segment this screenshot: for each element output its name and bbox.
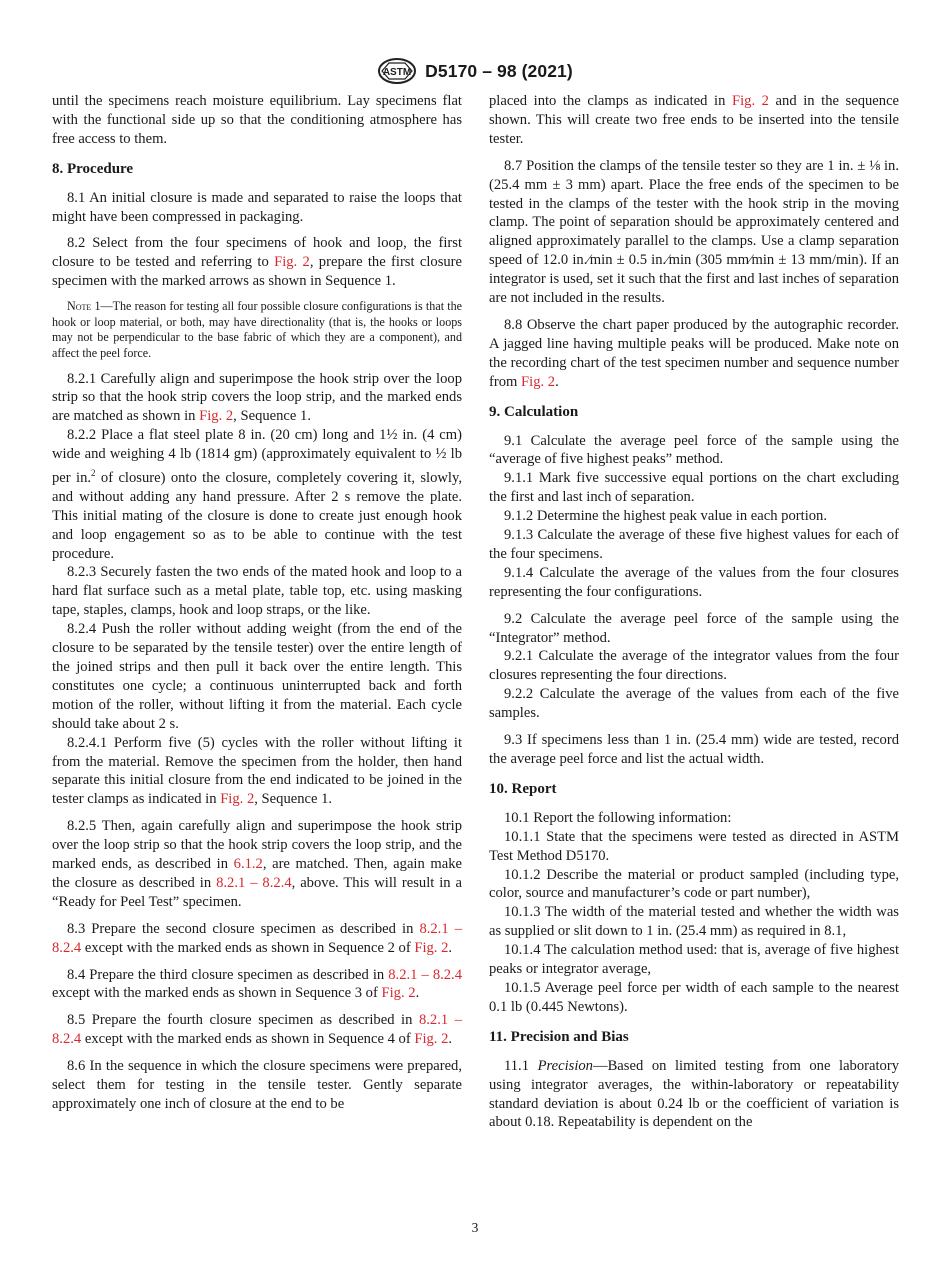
paragraph-8-7: 8.7 Position the clamps of the tensile tester so they are 1 in. ± ⅛ in. (25.4 mm ± 3 mm) apart. Place the free ends of the specimen to be tested in the clamps of the tester with the hook strip in the moving clamp. The point of separation should be approximately centered and aligned approximately parallel to the clamps. Use a clamp separation speed of 12.0 in.⁄min ± 0.5 in.⁄min (305 mm⁄min ± 13 mm/min). If an integrator is used, set it such that the first and last inches of separation are not included in the results.: [489, 157, 899, 307]
paragraph-9-1-3: 9.1.3 Calculate the average of these five highest values for each of the four specimens.: [489, 527, 899, 562]
paragraph-8-3: 8.3 Prepare the second closure specimen as described in 8.2.1 – 8.2.4 except with the marked ends as shown in Sequence 2 of Fig. 2.: [52, 920, 462, 956]
paragraph-8-8: 8.8 Observe the chart paper produced by the autographic recorder. A jagged line having multiple peaks will be produced. Make note on the recording chart of the test specimen number and sequence number from Fig. 2.: [489, 316, 899, 390]
section-8-2-1-link[interactable]: 8.2.1 – 8.2.4: [52, 1012, 462, 1048]
paragraph-10-1-3: 10.1.3 The width of the material tested and whether the width was as supplied or slit down to 1 in. (25.4 mm) as required in 8.1,: [489, 904, 899, 940]
section-heading-precision-and-bias: 11. Precision and Bias: [489, 1028, 629, 1045]
paragraph-11-1: 11.1 Precision—Based on limited testing from one laboratory using integrator averages, the within-laboratory or repeatability standard deviation is about 0.24 lb or the coefficient of variation is about 0.18. Repeatability is dependent on the: [489, 1057, 899, 1131]
document-id: D5170 – 98 (2021): [425, 60, 573, 81]
fig-2-link[interactable]: Fig. 2: [381, 985, 416, 1002]
section-8-2-1-link[interactable]: 8.2.1 – 8.2.4: [52, 920, 462, 956]
paragraph-9-2: 9.2 Calculate the average peel force of the sample using the “Integrator” method.: [489, 610, 899, 646]
paragraph-10-1-2: 10.1.2 Describe the material or product sampled (including type, color, source and manufacturer’s code or part number),: [489, 866, 899, 902]
note-1: Note 1—The reason for testing all four possible closure configurations is that the hook or loop material, or both, may have directionality (that is, the hooks or loops may not be perpendicular to the base fabric of which they are a component), and affect the peel force.: [52, 299, 463, 360]
note-label: Note 1: [67, 299, 101, 314]
paragraph-continued: until the specimens reach moisture equilibrium. Lay specimens flat with the functional side up so that the conditioning atmosphere has free access to them.: [52, 93, 462, 147]
paragraph-9-1: 9.1 Calculate the average peel force of the sample using the “average of five highest peaks” method.: [489, 432, 899, 468]
paragraph-9-1-2: 9.1.2 Determine the highest peak value in each portion.: [504, 508, 827, 525]
paragraph-8-5: 8.5 Prepare the fourth closure specimen as described in 8.2.1 – 8.2.4 except with the marked ends as shown in Sequence 4 of Fig. 2.: [52, 1012, 462, 1048]
paragraph-8-2-4-1: 8.2.4.1 Perform five (5) cycles with the roller without lifting it from the material. Remove the specimen from the holder, then hand separate this initial closure from the end indicated to be joined in the tester clamps as indicated in Fig. 2, Sequence 1.: [52, 734, 462, 808]
paragraph-9-3: 9.3 If specimens less than 1 in. (25.4 mm) wide are tested, record the average peel force and list the actual width.: [489, 732, 899, 767]
section-heading-procedure: 8. Procedure: [52, 160, 134, 177]
paragraph-8-6: 8.6 In the sequence in which the closure specimens were prepared, select them for testing in the tensile tester. Gently separate approximately one inch of closure at the end to be: [52, 1058, 462, 1113]
paragraph-10-1-5: 10.1.5 Average peel force per width of each sample to the nearest 0.1 lb (0.445 Newtons).: [489, 979, 899, 1015]
fig-2-link[interactable]: Fig. 2: [274, 254, 310, 271]
page-header: [0, 56, 950, 86]
paragraph-8-4: 8.4 Prepare the third closure specimen as described in 8.2.1 – 8.2.4 except with the marked ends as shown in Sequence 3 of Fig. 2.: [52, 966, 463, 1002]
paragraph-10-1-1: 10.1.1 State that the specimens were tested as directed in ASTM Test Method D5170.: [489, 828, 899, 864]
fig-2-link[interactable]: Fig. 2: [199, 408, 234, 425]
right-column: [489, 92, 899, 1140]
fig-2-link[interactable]: Fig. 2: [414, 939, 449, 956]
paragraph-9-1-4: 9.1.4 Calculate the average of the values from the four closures representing the four configurations.: [489, 564, 899, 600]
paragraph-8-2-4: 8.2.4 Push the roller without adding weight (from the end of the closure to be separated by the tensile tester) over the entire length of the joined strips and then pull it back over the entire length. This constitutes one cycle; a continuous uninterrupted back and forth motion of the roller, without lifting it from the material. Each cycle should take about 2 s.: [52, 621, 462, 732]
paragraph-8-2-1: 8.2.1 Carefully align and superimpose the hook strip over the loop strip so that the hook strip covers the loop strip, and the marked ends are matched as shown in Fig. 2, Sequence 1.: [52, 370, 462, 425]
svg-text:ASTM: ASTM: [383, 67, 412, 78]
astm-logo-icon: [377, 57, 417, 85]
section-6-1-2-link[interactable]: 6.1.2: [233, 856, 263, 873]
paragraph-8-2-5: 8.2.5 Then, again carefully align and superimpose the hook strip over the loop strip so that the hook strip covers the loop strip, and the marked ends, as described in 6.1.2, are matched. Then, again make the closure as described in 8.2.1 – 8.2.4, above. This will result in a “Ready for Peel Test” specimen.: [52, 818, 463, 910]
section-8-2-1-link[interactable]: 8.2.1 – 8.2.4: [216, 874, 292, 891]
paragraph-9-2-2: 9.2.2 Calculate the average of the values from each of the five samples.: [489, 686, 899, 722]
paragraph-8-1: 8.1 An initial closure is made and separated to raise the loops that might have been compressed in packaging.: [52, 189, 462, 225]
paragraph-9-1-1: 9.1.1 Mark five successive equal portions on the chart excluding the first and last inch of separation.: [489, 470, 899, 506]
fig-2-link[interactable]: Fig. 2: [414, 1031, 449, 1048]
paragraph-8-2: 8.2 Select from the four specimens of hook and loop, the first closure to be tested and referring to Fig. 2, prepare the first closure specimen with the marked arrows as shown in Sequence 1.: [52, 235, 463, 290]
left-column: [52, 92, 462, 1122]
section-heading-calculation: 9. Calculation: [489, 403, 579, 420]
section-8-2-1-link[interactable]: 8.2.1 – 8.2.4: [388, 966, 463, 983]
page-number: 3: [471, 1220, 479, 1235]
fig-2-link[interactable]: Fig. 2: [731, 93, 769, 109]
section-heading-report: 10. Report: [489, 780, 557, 797]
paragraph-8-2-3: 8.2.3 Securely fasten the two ends of the mated hook and loop to a hard flat surface such as a metal plate, table top, etc. using masking tape, staples, clamps, hook and loop straps, or the like.: [52, 564, 462, 619]
paragraph-10-1-4: 10.1.4 The calculation method used: that is, average of five highest peaks or integrator average,: [489, 942, 899, 978]
paragraph-8-2-2: 8.2.2 Place a flat steel plate 8 in. (20 cm) long and 1½ in. (4 cm) wide and weighing 4 lb (1814 gm) (approximately equivalent to ½ lb per in.$^2$ of closure) onto the closure, completely covering it, slowly, and without adding any hand pressure. After 2 s remove the plate. This initial mating of the closure is done to create just enough hook and loop engagement so as to be able to continue with the test procedure.: [52, 427, 462, 562]
fig-2-link[interactable]: Fig. 2: [220, 791, 255, 808]
paragraph-10-1: 10.1 Report the following information:: [504, 809, 732, 826]
fig-2-link[interactable]: Fig. 2: [521, 373, 556, 390]
paragraph-8-6-continued: placed into the clamps as indicated in Fig. 2 and in the sequence shown. This will create two free ends to be inserted into the tensile tester.: [489, 93, 900, 147]
paragraph-9-2-1: 9.2.1 Calculate the average of the integrator values from the four closures representing the four directions.: [489, 648, 899, 684]
